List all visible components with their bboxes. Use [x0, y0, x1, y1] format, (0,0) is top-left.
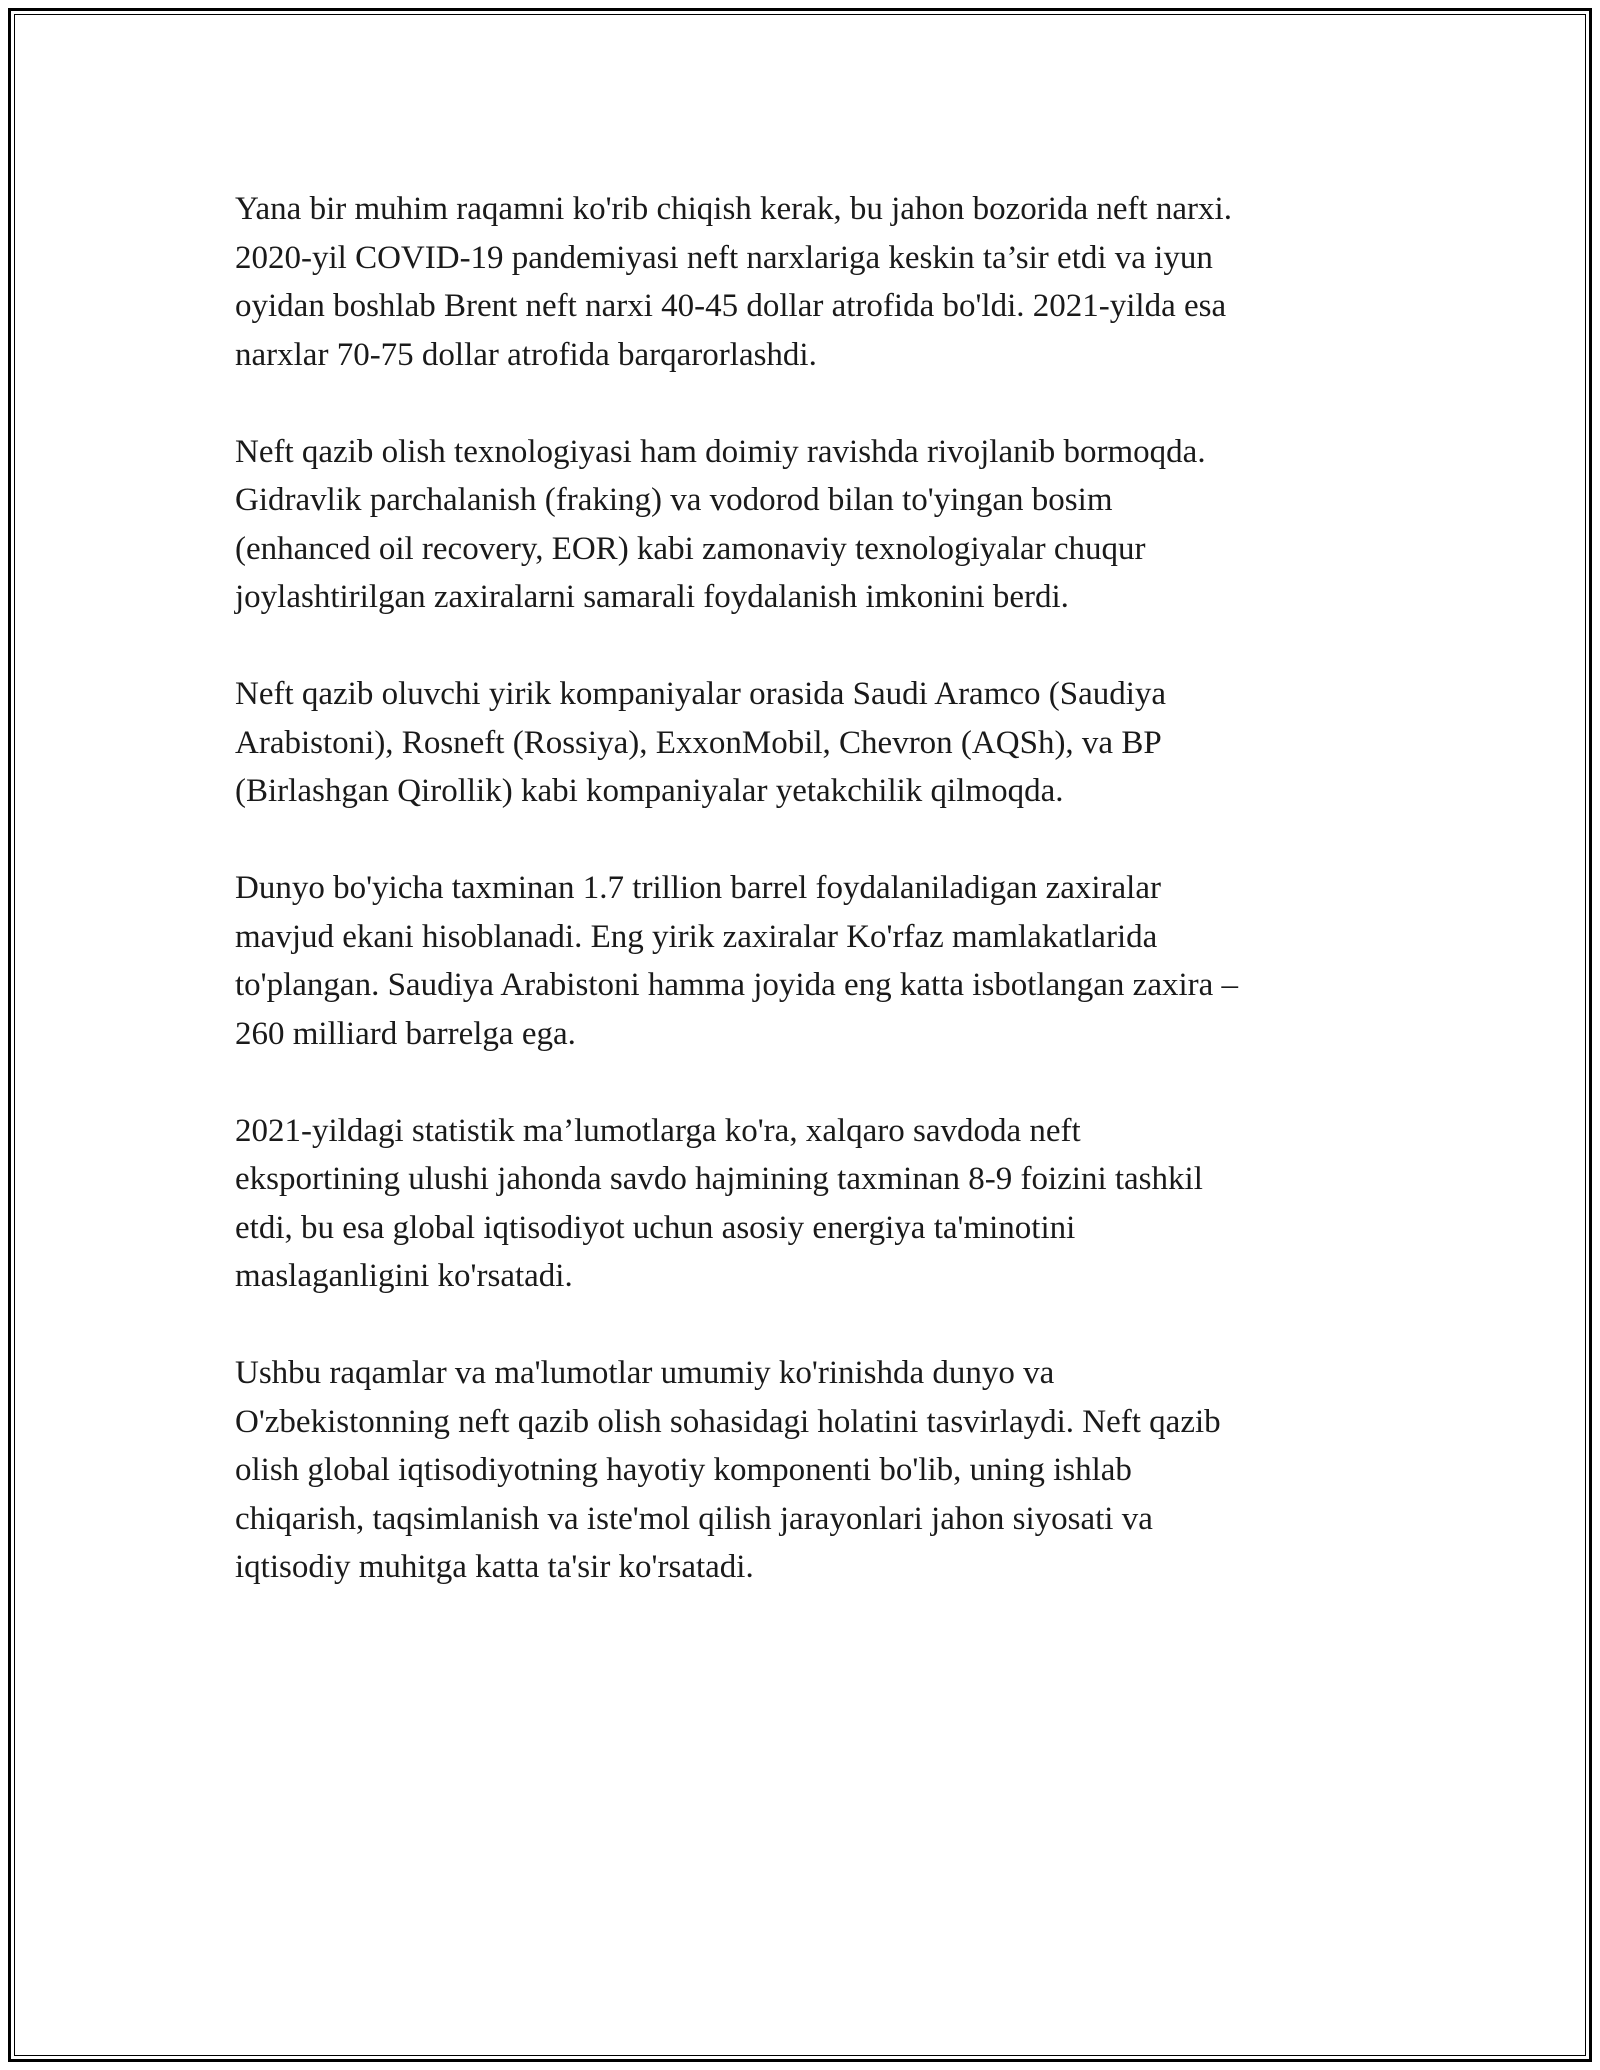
paragraph-oil-price: Yana bir muhim raqamni ko'rib chiqish kerak, bu jahon bozorida neft narxi. 2020-yil COVID-19 pandemiyasi neft narxlariga keskin ta’sir etdi va iyun oyidan boshlab Brent neft narxi 40-45 dollar atrofida bo'ldi. 2021-yilda esa narxlar 70-75 dollar atrofida barqarorlashdi.	[235, 191, 1232, 373]
paragraph-export-statistics: 2021-yildagi statistik ma’lumotlarga ko'ra, xalqaro savdoda neft eksportining ulushi jahonda savdo hajmining taxminan 8-9 foizini tashkil etdi, bu esa global iqtisodiyot uchun asosiy energiya ta'minotini maslaganligini ko'rsatadi.	[235, 1112, 1203, 1294]
paragraph-world-reserves: Dunyo bo'yicha taxminan 1.7 trillion barrel foydalaniladigan zaxiralar mavjud ekani hisoblanadi. Eng yirik zaxiralar Ko'rfaz mamlakatlarida to'plangan. Saudiya Arabistoni hamma joyida eng katta isbotlangan zaxira – 260 milliard barrelga ega.	[235, 870, 1239, 1052]
paragraph-extraction-technology: Neft qazib olish texnologiyasi ham doimiy ravishda rivojlanib bormoqda. Gidravlik parchalanish (fraking) va vodorod bilan to'yingan bosim (enhanced oil recovery, EOR) kabi zamonaviy texnologiyalar chuqur joylashtirilgan zaxiralarni samarali foydalanish imkonini berdi.	[235, 433, 1206, 615]
document-body	[235, 185, 1375, 1640]
paragraph-conclusion: Ushbu raqamlar va ma'lumotlar umumiy ko'rinishda dunyo va O'zbekistonning neft qazib olish sohasidagi holatini tasvirlaydi. Neft qazib olish global iqtisodiyotning hayotiy komponenti bo'lib, uning ishlab chiqarish, taqsimlanish va iste'mol qilish jarayonlari jahon siyosati va iqtisodiy muhitga katta ta'sir ko'rsatadi.	[235, 1355, 1221, 1585]
paragraph-major-companies: Neft qazib oluvchi yirik kompaniyalar orasida Saudi Aramco (Saudiya Arabistoni), Rosneft (Rossiya), ExxonMobil, Chevron (AQSh), va BP (Birlashgan Qirollik) kabi kompaniyalar yetakchilik qilmoqda.	[235, 676, 1167, 809]
